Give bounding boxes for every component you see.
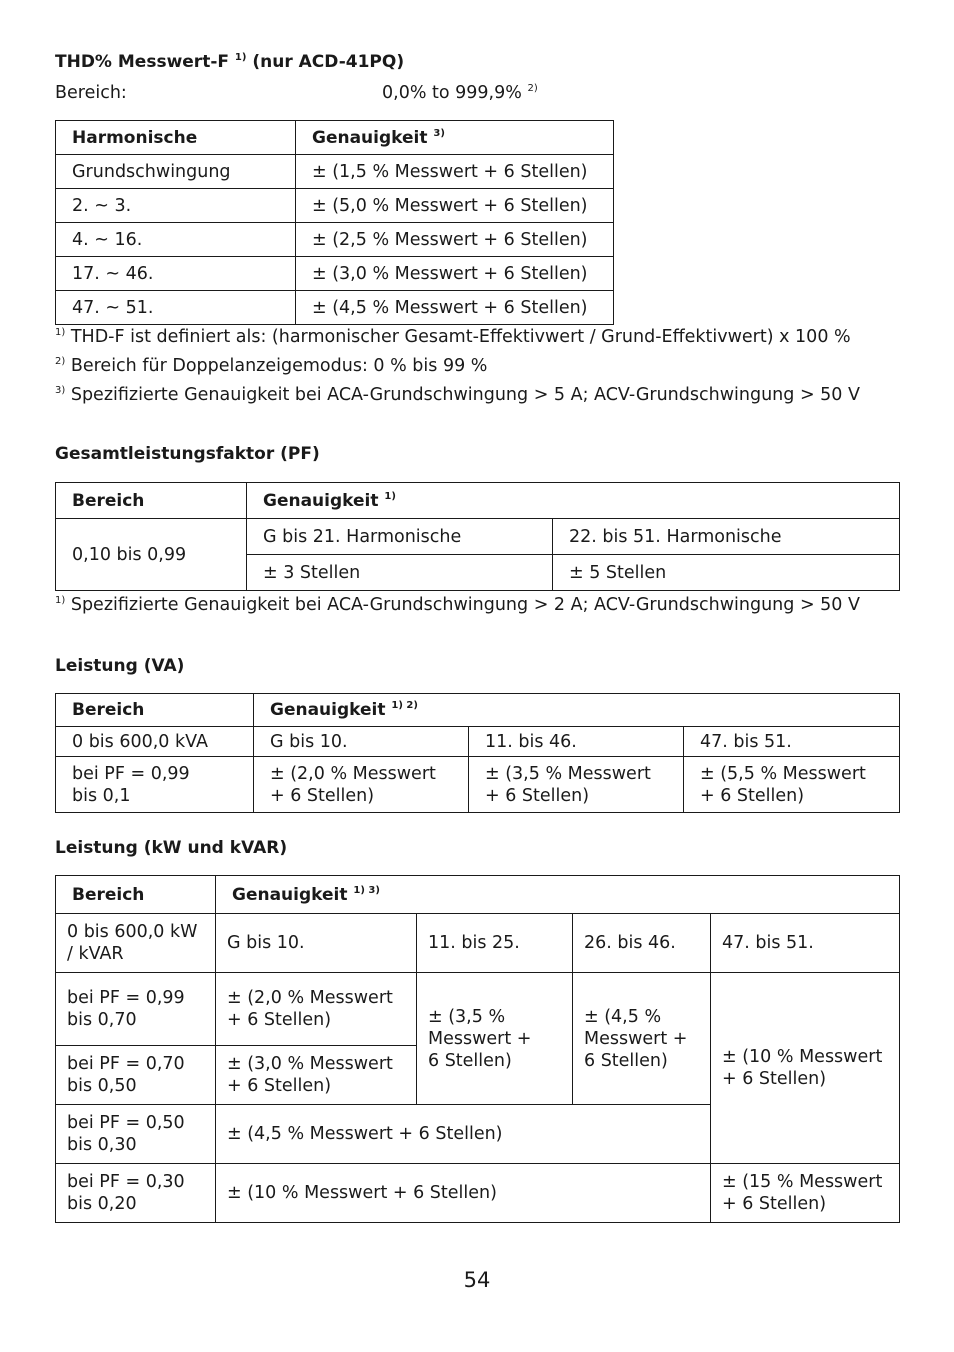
- cell-harmonic: Grundschwingung: [56, 155, 296, 189]
- cell-accuracy: ± (3,0 % Messwert + 6 Stellen): [296, 257, 614, 291]
- cell-pf: bei PF = 0,99 bis 0,70: [56, 973, 216, 1046]
- cell-accuracy: ± (5,5 % Messwert + 6 Stellen): [684, 757, 900, 813]
- header-genauigkeit: Genauigkeit $^{1) 3)}$: [216, 876, 900, 914]
- cell-harmonic: 17. ~ 46.: [56, 257, 296, 291]
- header-genauigkeit: Genauigkeit $^{1)}$: [247, 483, 900, 519]
- table-row: [56, 223, 614, 257]
- table-row: [56, 155, 614, 189]
- cell-accuracy: ± (5,0 % Messwert + 6 Stellen): [296, 189, 614, 223]
- table-header-row: [56, 121, 614, 155]
- cell-harmonic: G bis 10.: [216, 914, 417, 973]
- pf-table: [55, 482, 900, 591]
- table-row: [56, 257, 614, 291]
- kw-title: Leistung (kW und kVAR): [55, 838, 288, 858]
- thd-table: [55, 120, 614, 325]
- pf-footnote: $^{1)}$ Spezifizierte Genauigkeit bei ACA-Grundschwingung > 2 A; ACV-Grundschwingung > 50 V: [55, 595, 860, 615]
- cell-harmonic: 4. ~ 16.: [56, 223, 296, 257]
- cell-accuracy: ± (1,5 % Messwert + 6 Stellen): [296, 155, 614, 189]
- cell-pf: bei PF = 0,50 bis 0,30: [56, 1105, 216, 1164]
- cell-accuracy: ± (10 % Messwert + 6 Stellen): [216, 1164, 711, 1223]
- cell-harmonic: 47. bis 51.: [684, 727, 900, 757]
- cell-pf: bei PF = 0,70 bis 0,50: [56, 1046, 216, 1105]
- thd-footnote-1: $^{1)}$ THD-F ist definiert als: (harmonischer Gesamt-Effektivwert / Grund-Effektivwert) x 100 %: [55, 327, 851, 347]
- cell-harmonic: 2. ~ 3.: [56, 189, 296, 223]
- cell-harmonic: G bis 10.: [254, 727, 469, 757]
- cell-harmonic: 47. ~ 51.: [56, 291, 296, 325]
- header-harmonische: Harmonische: [56, 121, 296, 155]
- cell-accuracy: ± (15 % Messwert + 6 Stellen): [711, 1164, 900, 1223]
- cell-harmonic: 11. bis 25.: [417, 914, 573, 973]
- thd-title: THD% Messwert-F $^{1)}$ (nur ACD-41PQ): [55, 52, 405, 72]
- cell-accuracy: ± 3 Stellen: [247, 555, 553, 591]
- header-genauigkeit: Genauigkeit $^{3)}$: [296, 121, 614, 155]
- page-number: 54: [463, 1268, 491, 1292]
- cell-accuracy: ± (2,0 % Messwert + 6 Stellen): [254, 757, 469, 813]
- cell-accuracy: ± (10 % Messwert + 6 Stellen): [711, 973, 900, 1164]
- header-bereich: Bereich: [56, 876, 216, 914]
- header-genauigkeit: Genauigkeit $^{1) 2)}$: [254, 694, 900, 727]
- va-title: Leistung (VA): [55, 656, 185, 676]
- kw-table: [55, 875, 900, 1223]
- cell-harmonic: 26. bis 46.: [573, 914, 711, 973]
- cell-accuracy: ± 5 Stellen: [553, 555, 900, 591]
- table-row: [56, 189, 614, 223]
- cell-accuracy: ± (3,0 % Messwert + 6 Stellen): [216, 1046, 417, 1105]
- cell-range: 0 bis 600,0 kVA: [56, 727, 254, 757]
- cell-harmonic: 47. bis 51.: [711, 914, 900, 973]
- header-bereich: Bereich: [56, 694, 254, 727]
- cell-accuracy: ± (3,5 % Messwert + 6 Stellen): [469, 757, 684, 813]
- cell-accuracy: ± (4,5 % Messwert + 6 Stellen): [296, 291, 614, 325]
- table-row: [56, 291, 614, 325]
- cell-pf: bei PF = 0,99 bis 0,1: [56, 757, 254, 813]
- cell-accuracy: ± (4,5 % Messwert + 6 Stellen): [216, 1105, 711, 1164]
- header-bereich: Bereich: [56, 483, 247, 519]
- thd-range-label: Bereich:: [55, 83, 127, 103]
- thd-range-value: 0,0% to 999,9% $^{2)}$: [382, 83, 538, 103]
- cell-subheader: G bis 21. Harmonische: [247, 519, 553, 555]
- cell-accuracy: ± (3,5 % Messwert + 6 Stellen): [417, 973, 573, 1105]
- thd-footnote-2: $^{2)}$ Bereich für Doppelanzeigemodus: 0 % bis 99 %: [55, 356, 488, 376]
- cell-range: 0 bis 600,0 kW / kVAR: [56, 914, 216, 973]
- thd-footnote-3: $^{3)}$ Spezifizierte Genauigkeit bei ACA-Grundschwingung > 5 A; ACV-Grundschwingung > 50 V: [55, 385, 860, 405]
- cell-subheader: 22. bis 51. Harmonische: [553, 519, 900, 555]
- cell-range: 0,10 bis 0,99: [56, 519, 247, 591]
- cell-accuracy: ± (2,5 % Messwert + 6 Stellen): [296, 223, 614, 257]
- cell-harmonic: 11. bis 46.: [469, 727, 684, 757]
- cell-pf: bei PF = 0,30 bis 0,20: [56, 1164, 216, 1223]
- va-table: [55, 693, 900, 813]
- pf-title: Gesamtleistungsfaktor (PF): [55, 444, 320, 464]
- cell-accuracy: ± (4,5 % Messwert + 6 Stellen): [573, 973, 711, 1105]
- cell-accuracy: ± (2,0 % Messwert + 6 Stellen): [216, 973, 417, 1046]
